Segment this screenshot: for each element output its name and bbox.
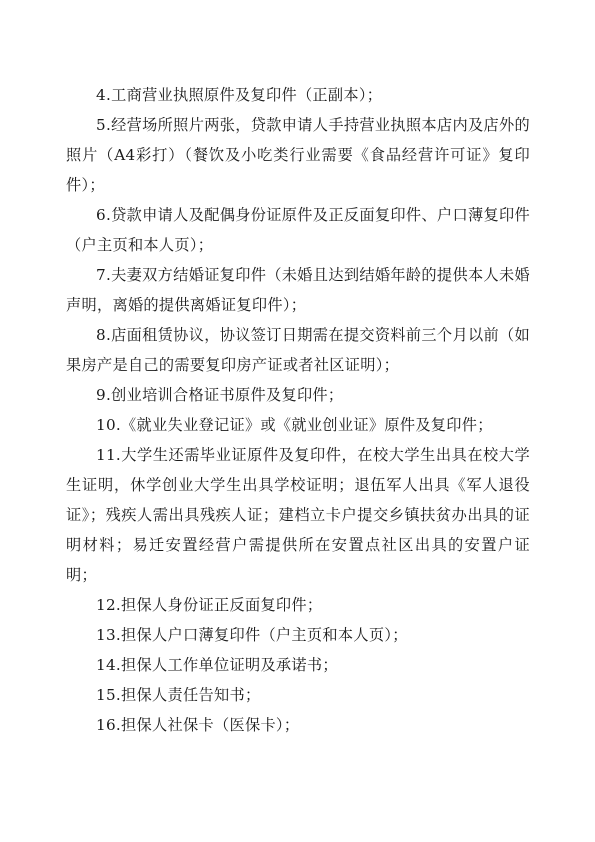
list-item-13: 13.担保人户口薄复印件（户主页和本人页）； [96,626,408,644]
list-item-14: 14.担保人工作单位证明及承诺书； [96,656,338,674]
list-item-5: 5.经营场所照片两张，贷款申请人手持营业执照本店内及店外的照片（A4彩打）（餐饮及小吃类行业需要《食品经营许可证》复印件）； [66,116,530,194]
list-item-10: 10.《就业失业登记证》或《就业创业证》原件及复印件； [96,416,493,434]
document-body [66,80,530,740]
list-item-11: 11.大学生还需毕业证原件及复印件，在校大学生出具在校大学生证明，休学创业大学生出具学校证明；退伍军人出具《军人退役证》；残疾人需出具残疾人证；建档立卡户提交乡镇扶贫办出具的证明材料；易迁安置经营户需提供所在安置点社区出具的安置户证明； [66,446,530,584]
list-item-9: 9.创业培训合格证书原件及复印件； [96,386,344,404]
list-item-15: 15.担保人责任告知书； [96,686,261,704]
list-item-4: 4.工商营业执照原件及复印件（正副本）； [96,86,383,104]
list-item-7: 7.夫妻双方结婚证复印件（未婚且达到结婚年龄的提供本人未婚声明，离婚的提供离婚证复印件）； [66,266,530,314]
list-item-6: 6.贷款申请人及配偶身份证原件及正反面复印件、户口薄复印件（户主页和本人页）； [66,206,530,254]
list-item-12: 12.担保人身份证正反面复印件； [96,596,323,614]
list-item-8: 8.店面租赁协议，协议签订日期需在提交资料前三个月以前（如果房产是自己的需要复印房产证或者社区证明）； [66,326,530,374]
list-item-16: 16.担保人社保卡（医保卡）； [96,716,300,734]
